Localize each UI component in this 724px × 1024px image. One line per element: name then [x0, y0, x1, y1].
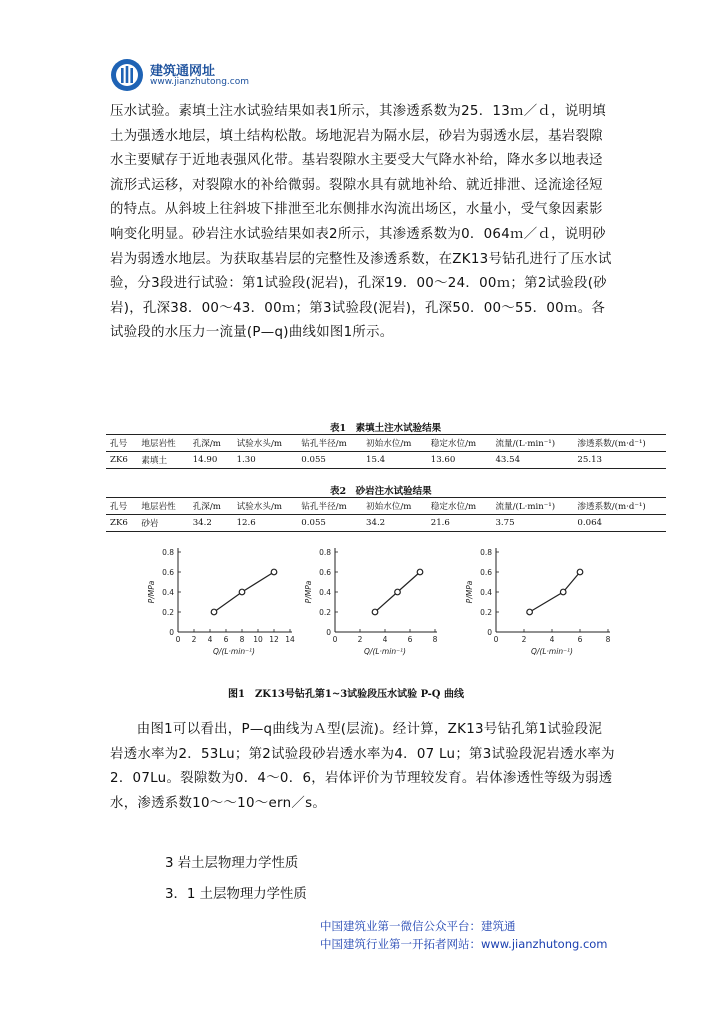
table2-header-cell: 钻孔半径/m — [301, 502, 347, 512]
data-point — [560, 589, 566, 595]
table2-cell: 0.055 — [301, 518, 326, 528]
table1-header-cell: 初始水位/m — [366, 439, 412, 449]
table1-header-cell: 孔深/m — [192, 439, 221, 449]
y-axis-label: P/MPa — [304, 580, 313, 604]
table2-header-cell: 初始水位/m — [366, 502, 412, 512]
table1-header-cell: 孔号 — [110, 439, 128, 449]
table1-cell: 素填土 — [141, 456, 168, 466]
x-tick-label: 10 — [253, 635, 263, 644]
table2-header-cell: 渗透系数/(m·d⁻¹) — [577, 502, 646, 512]
table2-header-row — [106, 498, 666, 515]
table2-header-cell: 稳定水位/m — [430, 502, 477, 512]
y-tick-label: 0.4 — [162, 588, 174, 597]
table2-cell: 0.064 — [577, 518, 603, 528]
data-point — [417, 569, 423, 575]
site-name: 建筑通网址 — [150, 64, 216, 79]
y-tick-label: 0.6 — [162, 568, 174, 577]
table2-header-cell: 流量/(L·min⁻¹) — [495, 502, 556, 512]
x-tick-label: 2 — [357, 635, 363, 644]
x-tick-label: 12 — [269, 635, 279, 644]
figure1-caption: 图1 ZK13号钻孔第1~3试验段压水试验 P-Q 曲线 — [228, 689, 464, 700]
table2-cell: 34.2 — [366, 518, 386, 528]
y-tick-label: 0.8 — [319, 548, 331, 557]
table2-cell: 34.2 — [192, 518, 212, 528]
table1-cell: ZK6 — [110, 455, 128, 465]
table2-cell: 砂岩 — [141, 519, 159, 529]
x-tick-label: 0 — [332, 635, 338, 644]
x-tick-label: 6 — [223, 635, 229, 644]
y-tick-label: 0.6 — [319, 568, 331, 577]
table1-cell: 15.4 — [366, 455, 386, 465]
data-point — [395, 589, 401, 595]
series-line — [530, 572, 580, 612]
table2-cell: 21.6 — [430, 518, 450, 528]
table1-header-cell: 试验水头/m — [236, 439, 282, 449]
y-axis-label: P/MPa — [465, 580, 474, 604]
x-tick-label: 0 — [175, 635, 181, 644]
site-logo[interactable] — [110, 58, 310, 94]
table1-header-cell: 地层岩性 — [141, 439, 176, 449]
y-tick-label: 0.2 — [162, 608, 174, 617]
x-axis-label: Q/(L·min⁻¹) — [213, 647, 255, 656]
x-tick-label: 4 — [207, 635, 213, 644]
table2-cell: 3.75 — [495, 518, 515, 528]
x-tick-label: 6 — [407, 635, 413, 644]
data-point — [239, 589, 245, 595]
table1-caption: 表1 素填土注水试验结果 — [330, 423, 442, 434]
table2-header-cell: 试验水头/m — [236, 502, 282, 512]
y-tick-label: 0.8 — [162, 548, 174, 557]
table1-cell: 43.54 — [495, 455, 521, 465]
y-tick-label: 0.2 — [319, 608, 331, 617]
table1 — [106, 434, 666, 469]
section-heading-3-1: 3．1 土层物理力学性质 — [165, 887, 307, 902]
x-axis-label: Q/(L·min⁻¹) — [531, 647, 573, 656]
table-row — [106, 515, 666, 532]
y-axis-label: P/MPa — [147, 580, 156, 604]
x-tick-label: 14 — [285, 635, 295, 644]
x-tick-label: 6 — [577, 635, 583, 644]
table2-header-cell: 孔号 — [110, 502, 128, 512]
table2-cell: 12.6 — [236, 518, 256, 528]
x-tick-label: 2 — [521, 635, 527, 644]
y-tick-label: 0.4 — [480, 588, 492, 597]
y-tick-label: 0.6 — [480, 568, 492, 577]
y-tick-label: 0 — [326, 628, 331, 637]
x-tick-label: 0 — [493, 635, 499, 644]
data-point — [527, 609, 533, 615]
table1-header-cell: 稳定水位/m — [430, 439, 477, 449]
x-tick-label: 8 — [432, 635, 438, 644]
y-tick-label: 0 — [487, 628, 492, 637]
footer-wechat-line: 中国建筑业第一微信公众平台：建筑通 — [320, 919, 516, 933]
x-tick-label: 8 — [605, 635, 611, 644]
table1-header-cell: 渗透系数/(m·d⁻¹) — [577, 439, 646, 449]
site-url[interactable]: www.jianzhutong.com — [150, 77, 250, 87]
footer-website-link[interactable]: 中国建筑行业第一开拓者网站：www.jianzhutong.com — [320, 937, 608, 951]
data-point — [372, 609, 378, 615]
data-point — [271, 569, 277, 575]
x-tick-label: 2 — [191, 635, 197, 644]
x-tick-label: 4 — [382, 635, 388, 644]
body-paragraph-2: 由图1可以看出，P—q曲线为Ａ型(层流)。经计算，ZK13号钻孔第1试验段泥岩透水率为2．53Lu；第2试验段砂岩透水率为4．07 Lu；第3试验段泥岩透水率为2．07Lu。裂隙数为0．4～0．6，岩体评价为节理较发育。岩体渗透性等级为弱透水，渗透系数10～～10～ern／s。 — [110, 722, 615, 811]
table2-header-cell: 地层岩性 — [141, 502, 176, 512]
table1-cell: 0.055 — [301, 455, 326, 465]
table2-caption: 表2 砂岩注水试验结果 — [330, 486, 432, 497]
table-row — [106, 452, 666, 469]
y-tick-label: 0.8 — [480, 548, 492, 557]
table2 — [106, 497, 666, 532]
logo-mark-icon — [110, 58, 144, 92]
x-tick-label: 8 — [239, 635, 245, 644]
table1-header-row — [106, 435, 666, 452]
table1-cell: 1.30 — [236, 455, 256, 465]
data-point — [211, 609, 217, 615]
table1-header-cell: 流量/(L·min⁻¹) — [495, 439, 556, 449]
table1-header-cell: 钻孔半径/m — [301, 439, 347, 449]
table1-cell: 13.60 — [430, 455, 456, 465]
x-axis-label: Q/(L·min⁻¹) — [364, 647, 406, 656]
y-tick-label: 0 — [169, 628, 174, 637]
y-tick-label: 0.4 — [319, 588, 331, 597]
body-paragraph-1: 压水试验。素填土注水试验结果如表1所示，其渗透系数为25．13ｍ／ｄ，说明填土为强透水地层，填土结构松散。场地泥岩为隔水层，砂岩为弱透水层，基岩裂隙水主要赋存于近地表强风化带。基岩裂隙水主要受大气降水补给，降水多以地表迳流形式运移，对裂隙水的补给微弱。裂隙水具有就地补给、就近排泄、迳流途径短的特点。从斜坡上往斜坡下排泄至北东侧排水沟流出场区，水量小，受气象因素影响变化明显。砂岩注水试验结果如表2所示，其渗透系数为0．064ｍ／ｄ，说明砂岩为弱透水地层。为获取基岩层的完整性及渗透系数，在ZK13号钻孔进行了压水试验，分3段进行试验：第1试验段(泥岩)，孔深19．00～24．00ｍ；第2试验段(砂岩)，孔深38．00～43．00ｍ；第3试验段(泥岩)，孔深50．00～55．00ｍ。各试验段的水压力一流量(P—q)曲线如图1所示。 — [110, 104, 612, 341]
data-point — [577, 569, 583, 575]
table2-header-cell: 孔深/m — [192, 502, 221, 512]
table2-cell: ZK6 — [110, 518, 128, 528]
section-heading-3: 3 岩土层物理力学性质 — [165, 856, 299, 871]
table1-cell: 25.13 — [577, 455, 603, 465]
x-tick-label: 4 — [549, 635, 555, 644]
y-tick-label: 0.2 — [480, 608, 492, 617]
table1-cell: 14.90 — [192, 455, 218, 465]
